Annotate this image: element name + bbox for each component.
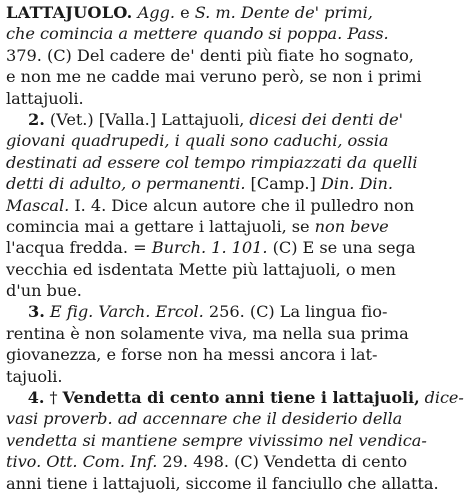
text-run: S. m.	[194, 3, 236, 22]
text-line	[6, 301, 464, 322]
text-line	[6, 387, 464, 408]
text-line	[6, 45, 464, 66]
text-run: giovani quadrupedi, i quali sono caduchi, ossia	[6, 131, 389, 151]
text-run: dice-	[424, 388, 464, 408]
text-line	[6, 280, 464, 301]
text-run: 379. (C) Del cadere de' denti più fiate ho sognato,	[6, 45, 414, 65]
entry-sense-2	[6, 109, 464, 302]
text-line	[6, 430, 464, 451]
text-line	[6, 195, 464, 216]
text-line	[6, 130, 464, 151]
text-run: Dente de' primi,	[240, 3, 373, 22]
text-run: (Vet.) [Valla.] Lattajuoli,	[44, 109, 250, 129]
text-run: vendetta si mantiene sempre vivissimo nel vendica-	[6, 430, 427, 450]
text-run: e non me ne cadde mai veruno però, se non i primi	[6, 67, 422, 87]
text-run: 4.	[27, 388, 45, 408]
text-run: anni tiene i lattajuoli, siccome il fanciullo che allatta.	[6, 473, 439, 493]
text-run: beve	[350, 216, 389, 236]
text-line	[6, 473, 464, 494]
text-run: e	[174, 3, 195, 22]
text-run: (C) E se una sega	[267, 238, 416, 258]
text-run: lattajuoli.	[6, 88, 84, 108]
text-line	[6, 88, 464, 109]
entry-sense-1	[6, 2, 464, 109]
text-run: Vendetta di cento anni tiene i lattajuoli,	[62, 388, 420, 408]
text-line	[6, 237, 464, 258]
text-line	[6, 66, 464, 87]
text-run: Mascal.	[6, 195, 70, 215]
text-run: †	[44, 388, 63, 408]
text-run: rentina è non solamente viva, ma nella sua prima	[6, 323, 409, 343]
text-run: Din. Din.	[320, 174, 393, 194]
text-run: 29. 498. (C) Vendetta di cento	[157, 452, 408, 472]
text-run: che comincia a mettere quando si poppa. Pass.	[6, 24, 389, 44]
text-line	[6, 109, 464, 130]
text-line	[6, 451, 464, 472]
text-line	[6, 366, 464, 387]
text-run: Burch. 1. 101.	[151, 238, 268, 258]
text-line	[6, 323, 464, 344]
text-run: tajuoli.	[6, 366, 63, 386]
text-run: E fig. Varch. Ercol.	[49, 302, 204, 322]
text-run: 2.	[28, 109, 45, 129]
text-run: detti di adulto, o permanenti.	[6, 174, 246, 194]
text-run: vasi proverb. ad accennare che il desiderio della	[6, 409, 403, 429]
text-run: tivo. Ott. Com. Inf.	[6, 452, 158, 472]
text-line	[6, 216, 464, 237]
text-line	[6, 344, 464, 365]
text-line	[6, 408, 464, 429]
text-line	[6, 2, 464, 23]
text-run: non	[314, 216, 346, 236]
text-run: destinati ad essere col tempo rimpiazzati da quelli	[6, 152, 418, 172]
text-line	[6, 23, 464, 44]
text-line	[6, 259, 464, 280]
text-line	[6, 152, 464, 173]
text-run: I. 4. Dice alcun autore che il pulledro non	[69, 195, 415, 215]
text-run: Agg.	[137, 3, 175, 22]
text-run: LATTAJUOLO.	[6, 3, 133, 22]
text-run: 3.	[28, 302, 45, 322]
text-run: giovanezza, e forse non ha messi ancora i lat-	[6, 345, 378, 365]
text-run: d'un bue.	[6, 281, 82, 301]
text-line	[6, 173, 464, 194]
text-run: vecchia ed isdentata Mette più lattajuoli, o men	[6, 259, 396, 279]
text-run: comincia mai a gettare i lattajuoli, se	[6, 216, 315, 236]
text-run: [Camp.]	[245, 174, 321, 194]
text-run: l'acqua fredda. =	[6, 238, 152, 258]
dictionary-entry-lattajuolo	[6, 2, 464, 494]
entry-sense-3	[6, 301, 464, 387]
text-run: dicesi dei denti de'	[249, 109, 404, 129]
text-run: 256. (C) La lingua fio-	[203, 302, 388, 322]
entry-sense-4	[6, 387, 464, 494]
